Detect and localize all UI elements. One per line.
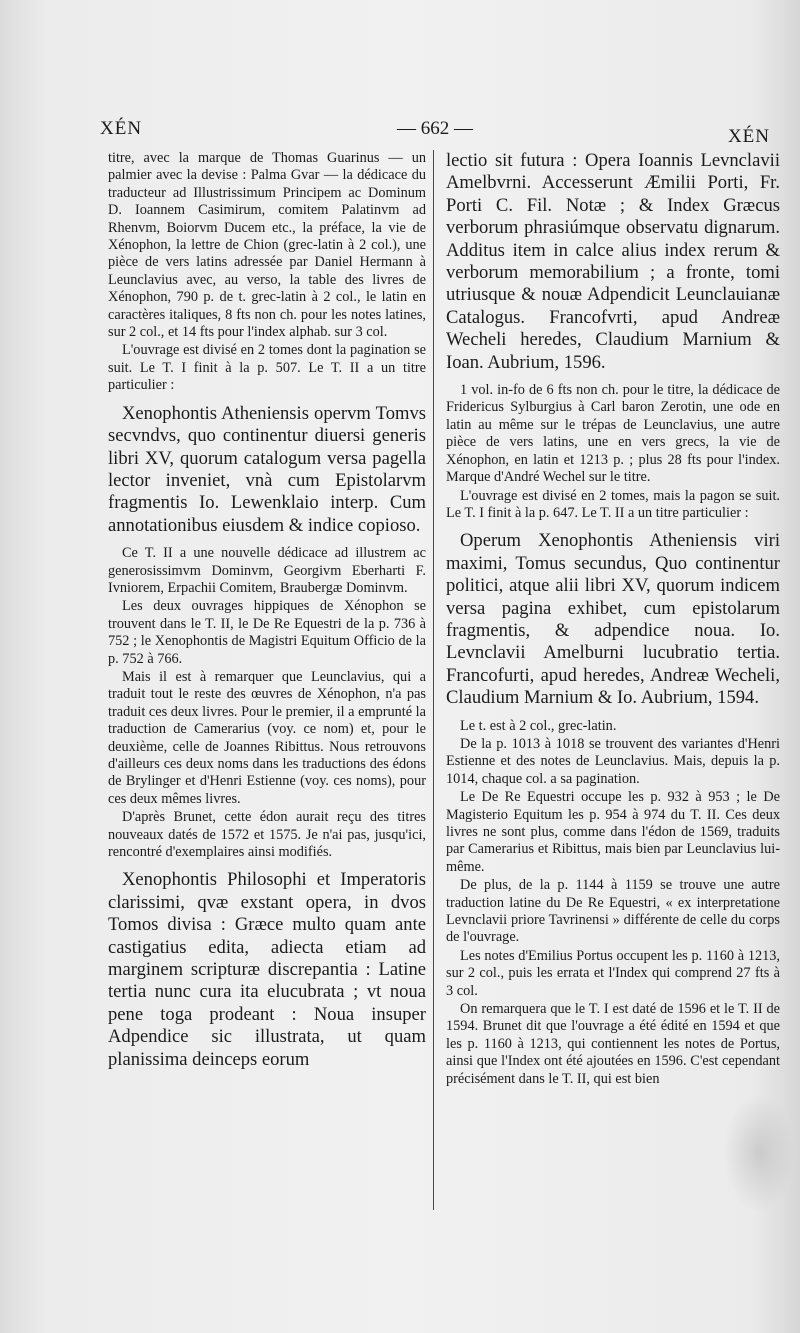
- paper-stain: [724, 1093, 794, 1213]
- left-title-entry-2: Xenophontis Philosophi et Imperatoris clarissimi, qvæ exstant opera, in dvos Tomos divisa : Græce multo quam ante castigatius edita, adiecta etiam ad marginem scripturæ discrepantia : Latine tertia nunc cura ita elucubrata ; vt noua pene toga prodeant : Noua insuper Adpendice sic illustrata, ut quam planissima deinceps eorum: [108, 869, 426, 1070]
- column-divider: [433, 150, 434, 1210]
- left-paragraph-7: D'après Brunet, cette édon aurait reçu des titres nouveaux datés de 1572 et 1575. Je n'ai pas, jusqu'ici, rencontré d'exemplaires ainsi modifiés.: [108, 809, 426, 861]
- running-header: [100, 118, 770, 148]
- right-paragraph-3: L'ouvrage est divisé en 2 tomes, mais la pagon se suit. Le T. I finit à la p. 647. Le T. II a un titre particulier :: [446, 487, 780, 521]
- left-paragraph-5: Les deux ouvrages hippiques de Xénophon se trouvent dans le T. II, le De Re Equestri de la p. 736 à 752 ; le Xenophontis de Magistri Equitum Officio de la p. 752 à 766.: [108, 598, 426, 667]
- left-paragraph-6: Mais il est à remarquer que Leunclavius, qui a traduit tout le reste des œuvres de Xénophon, n'a pas traduit ces deux livres. Pour le premier, il a emprunté la traduction de Camerarius (voy. ce nom) et, pour le deuxième, celle de Joannes Ribittus. Nous retrouvons d'ailleurs ces deux noms dans les traductions des édons de Brylinger et d'Henri Estienne (voy. ces noms), pour ces deux mêmes livres.: [108, 668, 426, 807]
- right-title-entry: Operum Xenophontis Atheniensis viri maximi, Tomus secundus, Quo continentur politici, atque alii libri XV, quorum indicem versa pagina exhibet, cum epistolarum fragmentis, & adpendice noua. Io. Levnclavii Amelburni lucubratio tertia. Francofurti, apud heredes, Andreæ Wecheli, Claudium Marnium & Io. Aubrium, 1594.: [446, 530, 780, 709]
- right-paragraph-8: De plus, de la p. 1144 à 1159 se trouve une autre traduction latine du De Re Equestri, « ex interpretatione Levnclavii priore Tavrinensi » différente de celle du corps de l'ouvrage.: [446, 877, 780, 946]
- right-column: [446, 150, 780, 1218]
- right-title-continuation: lectio sit futura : Opera Ioannis Levnclavii Amelbvrni. Accesserunt Æmilii Porti, Fr. Porti C. Fil. Notæ ; & Index Græcus verborum phrasiúmque observatu dignarum. Additus item in calce alius index rerum & verborum memorabilium ; a fronte, tomi utriusque & nouæ Adpendicit Leunclauianæ Catalogus. Francofvrti, apud Andreæ Wecheli heredes, Claudium Marnium & Ioan. Aubrium, 1596.: [446, 150, 780, 373]
- right-paragraph-7: Le De Re Equestri occupe les p. 932 à 953 ; le De Magisterio Equitum les p. 954 à 974 du T. II. Ces deux livres ne sont plus, comme dans l'édon de 1569, traduits par Camerarius et Ribittus, mais bien par Leunclavius lui-même.: [446, 789, 780, 875]
- header-left-keyword: XÉN: [100, 118, 143, 139]
- right-paragraph-2: 1 vol. in-fo de 6 fts non ch. pour le titre, la dédicace de Fridericus Sylburgius à Carl baron Zerotin, une ode en latin au même sur le trépas de Leunclavius, une autre pièce de vers latins, une en vers grecs, la vie de Xénophon, en latin et 1213 p. ; plus 28 fts pour l'index. Marque d'André Wechel sur le titre.: [446, 382, 780, 486]
- right-paragraph-9: Les notes d'Emilius Portus occupent les p. 1160 à 1213, sur 2 col., puis les errata et l'Index qui comprend 27 fts à 3 col.: [446, 947, 780, 999]
- left-paragraph-4: Ce T. II a une nouvelle dédicace ad illustrem ac generosissimvm Dominvm, Georgivm Eberharti F. Ivniorem, Erpachii Comitem, Braubergæ Dominvm.: [108, 545, 426, 596]
- left-paragraph-2: L'ouvrage est divisé en 2 tomes dont la pagination se suit. Le T. I finit à la p. 507. Le T. II a un titre particulier :: [108, 342, 426, 394]
- left-paragraph-1: titre, avec la marque de Thomas Guarinus — un palmier avec la devise : Palma Gvar — la dédicace du traducteur ad Illustrissimum Principem ac Dominum D. Ioannem Casimirum, comitem Palatinvm ad Rhenvm, Boiorvm Ducem etc., la préface, la vie de Xénophon, la lettre de Chion (grec-latin à 2 col.), une pièce de vers latins adressée par Daniel Hermann à Leunclavius avec, au verso, la table des livres de Xénophon, 790 p. de t. grec-latin à 2 col., le latin en caractères italiques, 8 fts non ch. pour les notes latines, sur 2 col., et 14 fts pour l'index alphab. sur 3 col.: [108, 150, 426, 341]
- page-number: — 662 —: [397, 118, 473, 139]
- right-paragraph-10: On remarquera que le T. I est daté de 1596 et le T. II de 1594. Brunet dit que l'ouvrage a été édité en 1594 et que les p. 1160 à 1213, qui contiennent les notes de Portus, ainsi que l'Index ont été ajoutées en 1596. C'est cependant précisément dans le T. II, qui est bien: [446, 1001, 780, 1087]
- right-paragraph-6: De la p. 1013 à 1018 se trouvent des variantes d'Henri Estienne et des notes de Leunclavius. Mais, depuis la p. 1014, chaque col. a sa pagination.: [446, 735, 780, 787]
- right-paragraph-5: Le t. est à 2 col., grec-latin.: [460, 717, 617, 734]
- header-right-keyword: XÉN: [727, 126, 770, 147]
- left-title-entry-1: Xenophontis Atheniensis opervm Tomvs secvndvs, quo continentur diuersi generis libri XV, quorum catalogum versa pagella lector inveniet, vnà cum Epistolarvm fragmentis Io. Lewenklaio interp. Cum annotationibus eiusdem & indice copioso.: [108, 402, 426, 536]
- left-column: [108, 150, 426, 1218]
